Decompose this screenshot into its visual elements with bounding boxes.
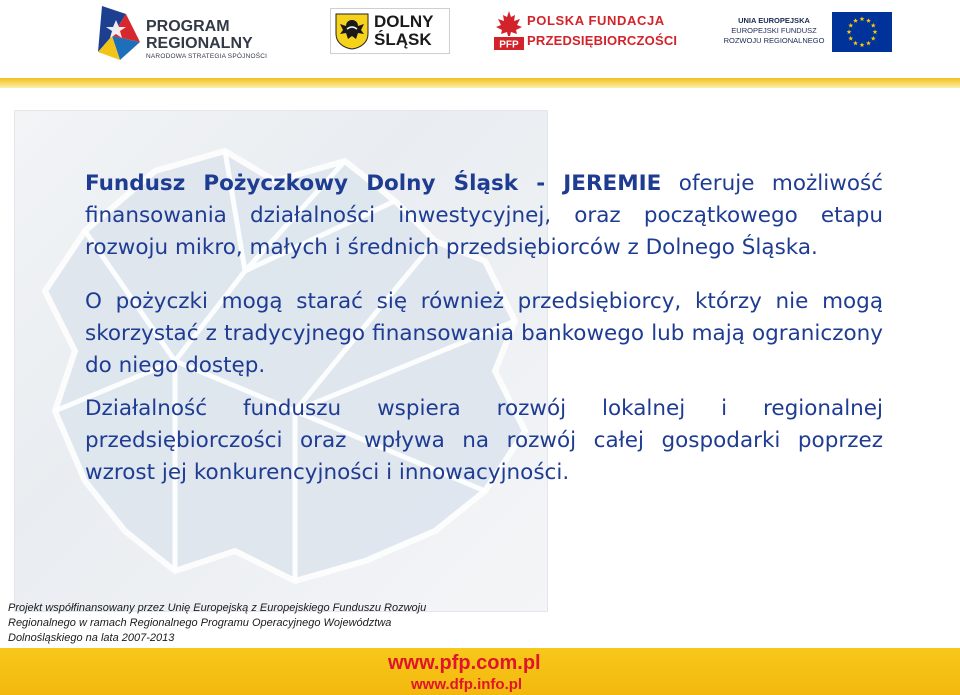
eu-flag-icon — [832, 12, 892, 52]
logo-dolny-slask-line2: ŚLĄSK — [374, 30, 432, 49]
logo-pfp — [494, 10, 684, 54]
header — [0, 0, 960, 80]
logo-ue-line1: UNIA EUROPEJSKA — [738, 16, 810, 25]
logo-program-line3: NARODOWA STRATEGIA SPÓJNOŚCI — [146, 53, 268, 60]
fund-name: Fundusz Pożyczkowy Dolny Śląsk - JEREMIE — [85, 171, 662, 196]
logo-dolny-slask-line1: DOLNY — [374, 12, 434, 31]
footer-line3: Dolnośląskiego na lata 2007-2013 — [8, 632, 175, 644]
paragraph-fundusz — [85, 168, 883, 264]
footer-line1: Projekt współfinansowany przez Unię Europejską z Europejskiego Funduszu Rozwoju — [8, 602, 427, 614]
logo-pfp-line2: PRZEDSIĘBIORCZOŚCI — [527, 33, 678, 48]
logo-dolny-slask — [330, 8, 450, 54]
paragraph-dzialalnosc: Działalność funduszu wspiera rozwój lokalnej i regionalnej przedsiębiorczości oraz wpływa na rozwój całej gospodarki poprzez wzrost jej konkurencyjności i innowacyjności. — [85, 396, 883, 485]
logo-program-line2: REGIONALNY — [146, 35, 253, 52]
link-dfp-website[interactable]: www.dfp.info.pl — [411, 676, 523, 693]
logo-ue-text — [722, 16, 826, 46]
footer-cofinancing-note — [8, 601, 448, 646]
logo-unia-europejska — [722, 12, 897, 56]
logo-ue-line3: ROZWOJU REGIONALNEGO — [723, 36, 825, 45]
eagle-crest-icon — [334, 12, 370, 50]
footer-line2: Regionalnego w ramach Regionalnego Programu Operacyjnego Województwa — [8, 617, 392, 629]
logo-program-regionalny — [96, 2, 286, 62]
logo-ue-line2: EUROPEJSKI FUNDUSZ — [731, 26, 817, 35]
star-logo-icon — [96, 2, 142, 62]
paragraph-fundusz-text: oferuje możliwość finansowania działalności inwestycyjnej, oraz początkowego etapu rozwoju mikro, małych i średnich przedsiębiorców z Dolnego Śląska. — [85, 171, 883, 260]
paragraph-pozyczki: O pożyczki mogą starać się również przedsiębiorcy, którzy nie mogą skorzystać z tradycyjnego finansowania bankowego lub mają ograniczony do niego dostęp. — [85, 289, 883, 378]
header-yellow-strip — [0, 78, 960, 88]
logo-program-line1: PROGRAM — [146, 18, 230, 35]
logo-pfp-line1: POLSKA FUNDACJA — [527, 13, 665, 28]
pfp-badge-text: PFP — [499, 39, 519, 50]
link-pfp-website[interactable]: www.pfp.com.pl — [388, 652, 541, 674]
main-content — [85, 168, 883, 489]
maple-leaf-icon — [494, 10, 524, 50]
